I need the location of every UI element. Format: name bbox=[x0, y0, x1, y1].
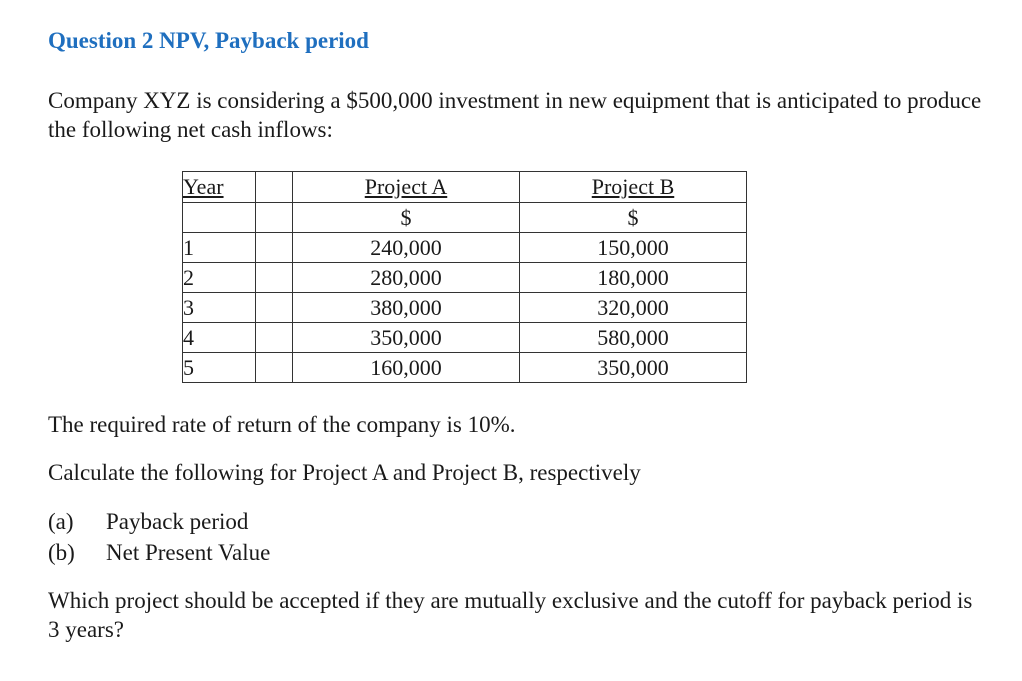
table-header-row bbox=[183, 172, 747, 203]
intro-paragraph: Company XYZ is considering a $500,000 investment in new equipment that is anticipated to produce the following net cash inflows: bbox=[48, 88, 982, 142]
gap-cell bbox=[256, 353, 293, 383]
final-question: Which project should be accepted if they are mutually exclusive and the cutoff for payback period is 3 years? bbox=[48, 588, 973, 642]
gap-cell bbox=[256, 293, 293, 323]
table-row bbox=[183, 263, 747, 293]
project-a-unit: $ bbox=[293, 203, 520, 233]
gap-cell bbox=[256, 263, 293, 293]
project-a-value: 380,000 bbox=[293, 293, 520, 323]
rate-statement: The required rate of return of the company is 10%. bbox=[48, 412, 516, 437]
project-a-value: 240,000 bbox=[293, 233, 520, 263]
table-row bbox=[183, 293, 747, 323]
project-b-value: 320,000 bbox=[520, 293, 747, 323]
table-row bbox=[183, 353, 747, 383]
project-b-value: 350,000 bbox=[520, 353, 747, 383]
year-header-cell bbox=[183, 172, 256, 203]
list-item-text: Net Present Value bbox=[106, 540, 271, 565]
table-units-row bbox=[183, 203, 747, 233]
list-item bbox=[48, 506, 270, 537]
project-b-value: 150,000 bbox=[520, 233, 747, 263]
project-a-header: Project A bbox=[364, 174, 448, 199]
question-heading: Question 2 NPV, Payback period bbox=[48, 28, 369, 53]
gap-cell bbox=[256, 233, 293, 263]
project-b-value: 580,000 bbox=[520, 323, 747, 353]
empty-unit-cell bbox=[183, 203, 256, 233]
table-row bbox=[183, 323, 747, 353]
project-a-value: 160,000 bbox=[293, 353, 520, 383]
gap-cell bbox=[256, 323, 293, 353]
calc-statement: Calculate the following for Project A and Project B, respectively bbox=[48, 460, 641, 485]
project-a-header-cell bbox=[293, 172, 520, 203]
empty-header-cell bbox=[256, 172, 293, 203]
year-cell: 3 bbox=[183, 293, 256, 323]
list-item-label: (b) bbox=[48, 540, 75, 565]
project-b-header-cell bbox=[520, 172, 747, 203]
list-item-text: Payback period bbox=[106, 509, 249, 534]
year-cell: 2 bbox=[183, 263, 256, 293]
project-a-value: 280,000 bbox=[293, 263, 520, 293]
project-b-value: 180,000 bbox=[520, 263, 747, 293]
list-item-label: (a) bbox=[48, 509, 74, 534]
project-a-value: 350,000 bbox=[293, 323, 520, 353]
year-cell: 1 bbox=[183, 233, 256, 263]
year-cell: 4 bbox=[183, 323, 256, 353]
year-header: Year bbox=[183, 174, 224, 199]
year-cell: 5 bbox=[183, 353, 256, 383]
empty-unit-gap-cell bbox=[256, 203, 293, 233]
project-b-unit: $ bbox=[520, 203, 747, 233]
cash-flow-table bbox=[182, 171, 747, 383]
table-row bbox=[183, 233, 747, 263]
list-item bbox=[48, 537, 270, 568]
task-list bbox=[48, 506, 270, 568]
project-b-header: Project B bbox=[591, 174, 675, 199]
